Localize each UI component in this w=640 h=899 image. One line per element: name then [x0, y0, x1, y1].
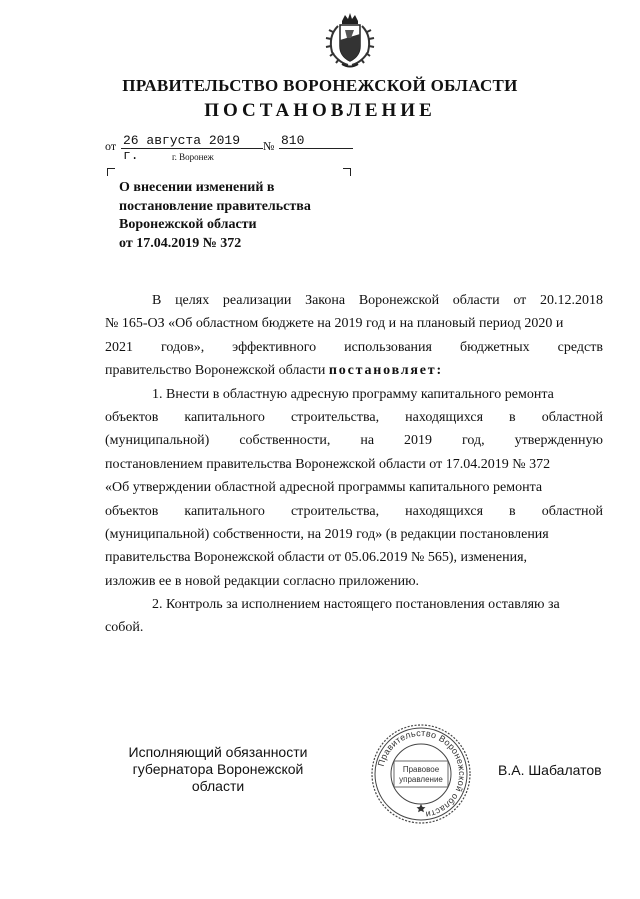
seal-center-line: Правовое — [402, 765, 440, 774]
document-type: ПОСТАНОВЛЕНИЕ — [204, 100, 436, 121]
body-line: изложив ее в новой редакции согласно приложению. — [105, 573, 420, 589]
decree-date: 26 августа 2019 г. — [121, 133, 263, 149]
body-line: правительство Воронежской области постановляет: — [105, 359, 603, 382]
body-line: № 165-ОЗ «Об областном бюджете на 2019 год и на плановый период 2020 и — [105, 316, 564, 332]
body-line: (муниципальной) собственности, на 2019 год, утвержденную — [105, 433, 603, 449]
signatory-position: Исполняющий обязанности губернатора Воронежской области — [128, 744, 308, 794]
seal-stamp-icon — [370, 723, 472, 825]
subject-line: от 17.04.2019 № 372 — [119, 235, 242, 251]
decree-number: 810 — [279, 133, 353, 149]
coat-of-arms-icon — [318, 12, 382, 70]
body-line: «Об утверждении областной адресной программы капитального ремонта — [105, 480, 543, 496]
number-label: № — [263, 139, 275, 153]
city-label: г. Воронеж — [172, 152, 214, 162]
subject-line: постановление правительства — [119, 198, 311, 214]
body-line: В целях реализации Закона Воронежской области от 20.12.2018 — [152, 293, 603, 308]
corner-mark-left — [107, 168, 115, 176]
body-line: 2021 годов», эффективного использования бюджетных средств — [105, 339, 603, 355]
subject-line: Воронежской области — [119, 217, 257, 232]
decides-keyword: постановляет: — [328, 363, 443, 379]
seal-star-icon — [417, 804, 426, 812]
body-line: 1. Внести в областную адресную программу капитального ремонта — [152, 386, 554, 402]
body-line: 2. Контроль за исполнением настоящего постановления оставляю за — [152, 597, 560, 613]
government-name: ПРАВИТЕЛЬСТВО ВОРОНЕЖСКОЙ ОБЛАСТИ — [122, 76, 518, 95]
signatory-name: В.А. Шабалатов — [498, 762, 602, 778]
body-line: (муниципальной) собственности, на 2019 год» (в редакции постановления — [105, 526, 549, 542]
decree-body — [105, 289, 603, 640]
body-line: собой. — [105, 620, 144, 636]
seal-center-line: управление — [399, 775, 443, 784]
body-line: постановлением правительства Воронежской области от 17.04.2019 № 372 — [105, 456, 551, 472]
subject-line: О внесении изменений в — [119, 180, 275, 195]
body-line: объектов капитального строительства, находящихся в областной — [105, 503, 603, 519]
body-line: правительства Воронежской области от 05.06.2019 № 565), изменения, — [105, 550, 528, 566]
body-line: объектов капитального строительства, находящихся в областной — [105, 409, 603, 425]
decree-subject — [119, 179, 359, 253]
seal-ring-text: Правительство Воронежской области — [375, 727, 468, 820]
from-label: от — [105, 139, 117, 153]
corner-mark-right — [343, 168, 351, 176]
